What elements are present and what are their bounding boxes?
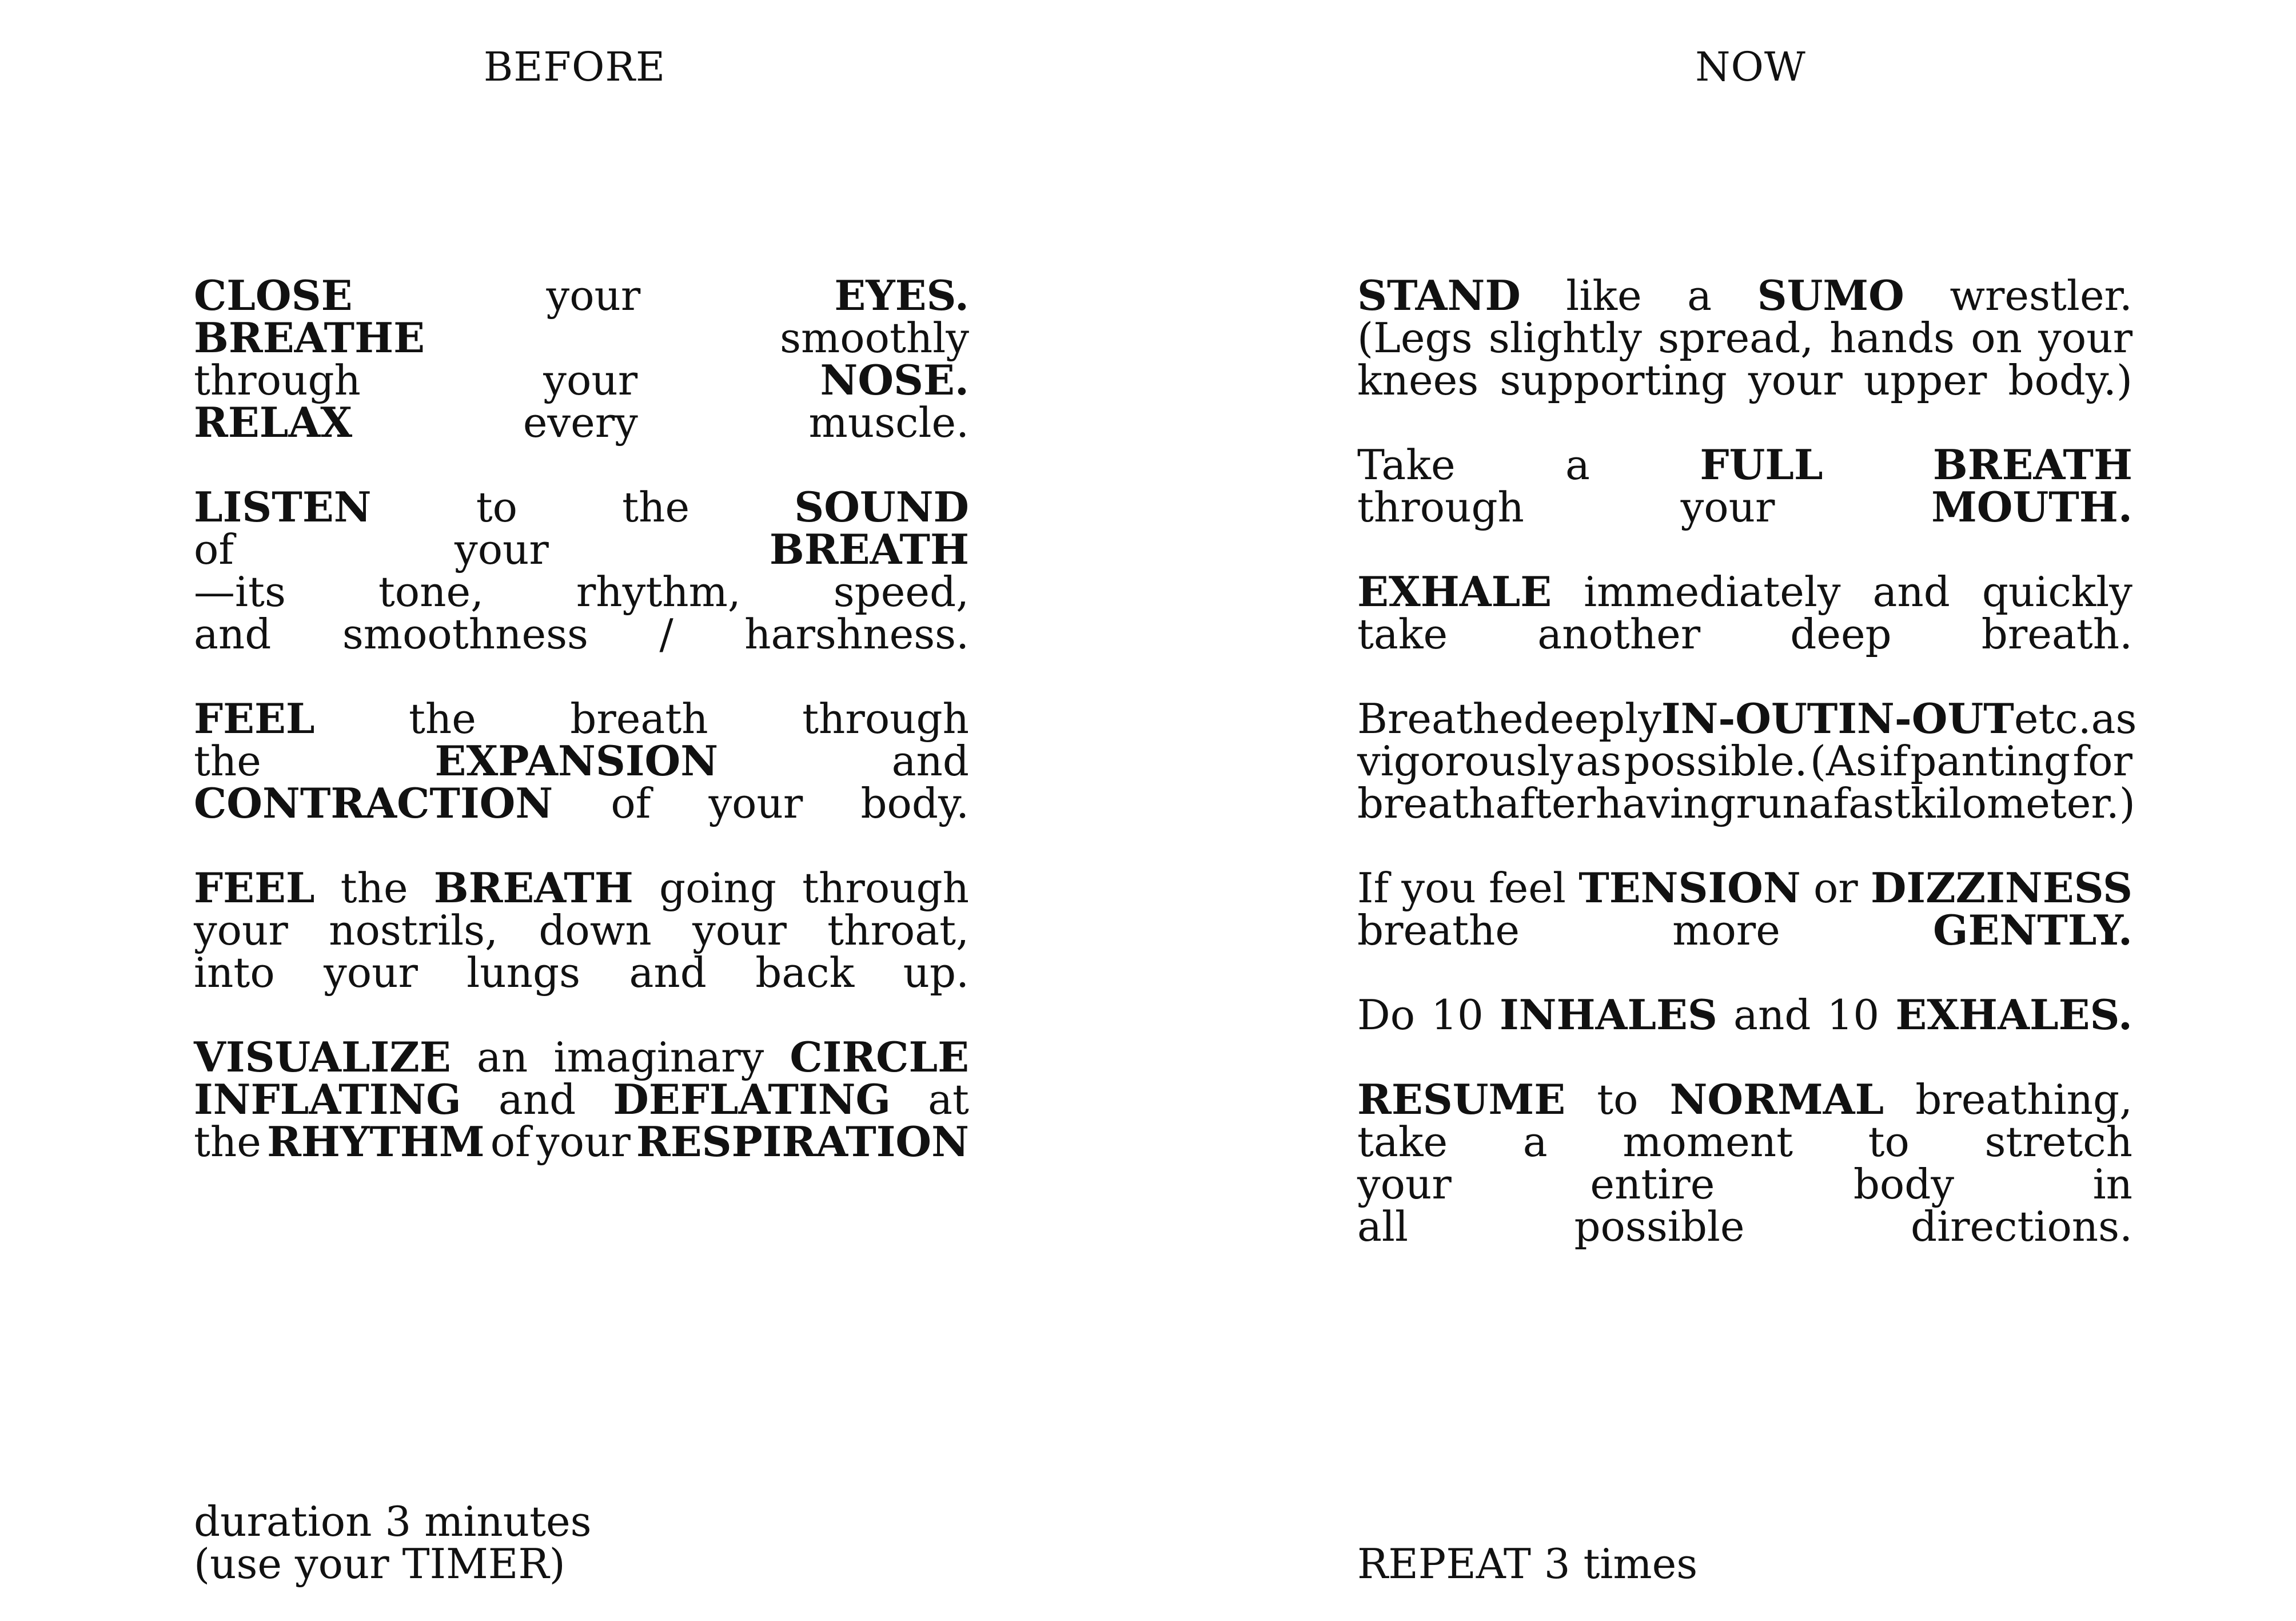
word: possible: [1574, 1202, 1745, 1250]
word: GENTLY.: [1933, 906, 2132, 954]
paragraph-gap: [1357, 951, 2132, 994]
word: quickly: [1982, 568, 2132, 616]
word: LISTEN: [194, 483, 372, 531]
word: on: [1971, 314, 2022, 362]
word: the: [622, 483, 690, 531]
word: knees: [1357, 356, 1479, 404]
before-paragraph: [194, 863, 969, 997]
word: of: [194, 525, 234, 573]
word: NOSE.: [820, 356, 969, 404]
word: to: [476, 483, 517, 531]
word: IN-OUT: [1661, 694, 1838, 743]
paragraph-gap: [1357, 825, 2132, 867]
word: upper: [1863, 356, 1987, 404]
word: CLOSE: [194, 271, 353, 320]
paragraph-gap: [1357, 401, 2132, 444]
text-line: [194, 610, 969, 658]
text-line: [194, 271, 969, 320]
text-line: [1357, 1160, 2132, 1208]
text-line: [194, 1117, 969, 1166]
word: the: [408, 695, 476, 743]
word: SOUND: [794, 483, 969, 531]
word: into: [194, 949, 275, 997]
word: breath.: [1981, 610, 2132, 658]
word: EXPANSION: [435, 736, 719, 785]
word: RELAX: [194, 398, 353, 447]
now-footer: [1357, 1540, 1698, 1588]
now-paragraph: [1357, 694, 2137, 827]
word: /: [659, 610, 673, 658]
timer-note: (use your TIMER): [194, 1540, 565, 1588]
text-line: [1357, 990, 2132, 1039]
word: feel: [1489, 864, 1566, 912]
word: through: [802, 864, 969, 912]
text-line: [194, 483, 969, 531]
word: your: [692, 906, 787, 954]
text-line: [1357, 694, 2137, 743]
word: 10: [1827, 991, 1880, 1039]
word: TENSION: [1579, 863, 1801, 912]
word: body.): [2008, 356, 2132, 404]
word: a: [1808, 779, 1833, 827]
now-paragraph: [1357, 440, 2132, 531]
word: tone,: [378, 568, 484, 616]
word: a: [1687, 272, 1712, 320]
word: the: [194, 737, 261, 785]
word: spread,: [1658, 314, 1814, 362]
word: the: [340, 864, 408, 912]
word: up.: [903, 949, 969, 997]
text-line: [1357, 737, 2132, 785]
word: as: [2091, 695, 2137, 743]
word: another: [1537, 610, 1701, 658]
heading-before: BEFORE: [483, 43, 666, 90]
word: or: [1813, 864, 1858, 912]
word: in: [2092, 1160, 2132, 1208]
word: take: [1357, 1118, 1448, 1166]
word: wrestler.: [1950, 272, 2132, 320]
word: FEEL: [194, 863, 315, 912]
word: speed,: [833, 568, 969, 616]
word: IN-OUT: [1837, 694, 2014, 743]
word: (Legs: [1357, 314, 1473, 362]
text-line: [194, 736, 969, 785]
word: more: [1672, 906, 1780, 954]
text-line: [1357, 271, 2132, 320]
duration-note: duration 3 minutes: [194, 1497, 592, 1546]
text-line: [1357, 567, 2132, 616]
word: hands: [1829, 314, 1955, 362]
text-line: [194, 356, 969, 404]
text-line: [194, 313, 969, 362]
word: deep: [1790, 610, 1892, 658]
now-paragraph: [1357, 990, 2132, 1039]
before-paragraph: [194, 1033, 969, 1166]
text-line: [1357, 483, 2132, 531]
text-line: [194, 525, 969, 573]
word: lungs: [467, 949, 581, 997]
word: harshness.: [744, 610, 969, 658]
now-paragraph: [1357, 1075, 2132, 1250]
word: for: [2072, 737, 2132, 785]
word: fast: [1833, 779, 1911, 827]
word: and: [891, 737, 969, 785]
word: vigorously: [1357, 737, 1573, 785]
word: FEEL: [194, 694, 315, 743]
word: MOUTH.: [1931, 483, 2132, 531]
text-line: [1357, 779, 2135, 827]
now-paragraph: [1357, 271, 2132, 404]
word: (As: [1809, 737, 1877, 785]
word: your: [1748, 356, 1843, 404]
word: deeply: [1523, 695, 1661, 743]
word: and: [1733, 991, 1811, 1039]
word: as: [1576, 737, 1622, 785]
word: going: [659, 864, 776, 912]
text-line: [194, 568, 969, 616]
word: DEFLATING: [613, 1075, 891, 1124]
word: entire: [1590, 1160, 1715, 1208]
word: to: [1868, 1118, 1910, 1166]
word: your: [2038, 314, 2132, 362]
word: EXHALE: [1357, 567, 1552, 616]
word: panting: [1910, 737, 2071, 785]
word: CONTRACTION: [194, 779, 553, 827]
text-line: [1357, 610, 2132, 658]
word: NORMAL: [1669, 1075, 1884, 1124]
word: DIZZINESS: [1870, 863, 2132, 912]
text-line: [1357, 906, 2132, 954]
word: rhythm,: [576, 568, 741, 616]
word: your: [324, 949, 418, 997]
word: imaginary: [553, 1033, 764, 1081]
word: BREATH: [1932, 440, 2132, 489]
now-paragraph: [1357, 567, 2132, 658]
word: having: [1595, 779, 1736, 827]
word: if: [1879, 737, 1908, 785]
repeat-note: REPEAT 3 times: [1357, 1540, 1698, 1588]
word: moment: [1623, 1118, 1793, 1166]
word: supporting: [1500, 356, 1727, 404]
paragraph-gap: [1357, 1036, 2132, 1078]
word: run: [1736, 779, 1809, 827]
paragraph-gap: [194, 994, 969, 1036]
word: VISUALIZE: [194, 1033, 451, 1081]
paragraph-gap: [194, 825, 969, 867]
word: through: [1357, 483, 1524, 531]
word: Breathe: [1357, 695, 1524, 743]
before-paragraph: [194, 271, 969, 447]
word: through: [802, 695, 969, 743]
word: every: [523, 399, 638, 447]
word: immediately: [1584, 568, 1841, 616]
word: BREATH: [769, 525, 969, 573]
text-line: [194, 949, 969, 997]
word: of: [611, 779, 651, 827]
word: back: [755, 949, 855, 997]
word: the: [194, 1118, 261, 1166]
word: CIRCLE: [790, 1033, 969, 1081]
word: Take: [1357, 441, 1456, 489]
heading-now: NOW: [1695, 43, 1806, 90]
word: and: [1872, 568, 1950, 616]
word: stretch: [1984, 1118, 2132, 1166]
word: slightly: [1488, 314, 1642, 362]
word: your: [1680, 483, 1775, 531]
word: at: [928, 1076, 969, 1124]
word: after: [1495, 779, 1596, 827]
word: like: [1566, 272, 1642, 320]
word: of: [490, 1118, 531, 1166]
word: smoothness: [342, 610, 588, 658]
before-paragraph: [194, 483, 969, 658]
before-paragraph: [194, 694, 969, 827]
word: breathing,: [1915, 1076, 2132, 1124]
text-line: [1357, 440, 2132, 489]
word: breathe: [1357, 906, 1520, 954]
word: breath: [1357, 779, 1496, 827]
word: BREATH: [433, 863, 633, 912]
word: Do: [1357, 991, 1416, 1039]
word: smoothly: [780, 314, 969, 362]
paragraph-gap: [194, 655, 969, 698]
text-line: [194, 1075, 969, 1124]
text-line: [1357, 863, 2132, 912]
text-line: [1357, 1118, 2132, 1166]
word: —its: [194, 568, 286, 616]
word: FULL: [1700, 440, 1823, 489]
text-line: [194, 1033, 969, 1081]
text-line: [1357, 314, 2132, 362]
word: your: [194, 906, 288, 954]
word: your: [455, 525, 549, 573]
word: a: [1522, 1118, 1548, 1166]
word: to: [1597, 1076, 1639, 1124]
word: your: [543, 356, 638, 404]
text-line: [194, 694, 969, 743]
paragraph-gap: [1357, 655, 2132, 698]
before-footer: [194, 1497, 592, 1588]
word: possible.: [1624, 737, 1808, 785]
word: and: [498, 1076, 576, 1124]
word: directions.: [1911, 1202, 2132, 1250]
word: body.: [860, 779, 969, 827]
word: all: [1357, 1202, 1408, 1250]
text-line: [194, 863, 969, 912]
word: nostrils,: [329, 906, 499, 954]
word: INHALES: [1499, 990, 1717, 1039]
word: your: [536, 1118, 631, 1166]
text-line: [194, 398, 969, 447]
word: RESPIRATION: [636, 1117, 969, 1166]
word: SUMO: [1757, 271, 1904, 320]
word: 10: [1431, 991, 1484, 1039]
word: If: [1357, 864, 1389, 912]
text-line: [1357, 356, 2132, 404]
word: down: [539, 906, 652, 954]
word: an: [476, 1033, 528, 1081]
word: breath: [570, 695, 708, 743]
word: etc.: [2014, 695, 2091, 743]
word: your: [708, 779, 803, 827]
paragraph-gap: [194, 444, 969, 486]
word: through: [194, 356, 361, 404]
word: a: [1565, 441, 1590, 489]
word: BREATHE: [194, 313, 425, 362]
word: you: [1401, 864, 1476, 912]
word: EXHALES.: [1895, 990, 2132, 1039]
word: STAND: [1357, 271, 1521, 320]
word: INFLATING: [194, 1075, 461, 1124]
word: your: [546, 272, 641, 320]
word: throat,: [827, 906, 969, 954]
now-instructions: [1357, 271, 2137, 1250]
text-line: [194, 779, 969, 827]
word: and: [629, 949, 707, 997]
word: body: [1853, 1160, 1955, 1208]
paragraph-gap: [1357, 528, 2132, 571]
text-line: [1357, 1202, 2132, 1250]
text-line: [194, 906, 969, 954]
word: muscle.: [808, 399, 969, 447]
word: and: [194, 610, 272, 658]
word: your: [1357, 1160, 1452, 1208]
word: RHYTHM: [267, 1117, 485, 1166]
word: take: [1357, 610, 1448, 658]
text-line: [1357, 1075, 2132, 1124]
word: kilometer.): [1910, 779, 2135, 827]
word: EYES.: [834, 271, 969, 320]
before-instructions: [194, 271, 969, 1166]
word: RESUME: [1357, 1075, 1566, 1124]
now-paragraph: [1357, 863, 2132, 954]
